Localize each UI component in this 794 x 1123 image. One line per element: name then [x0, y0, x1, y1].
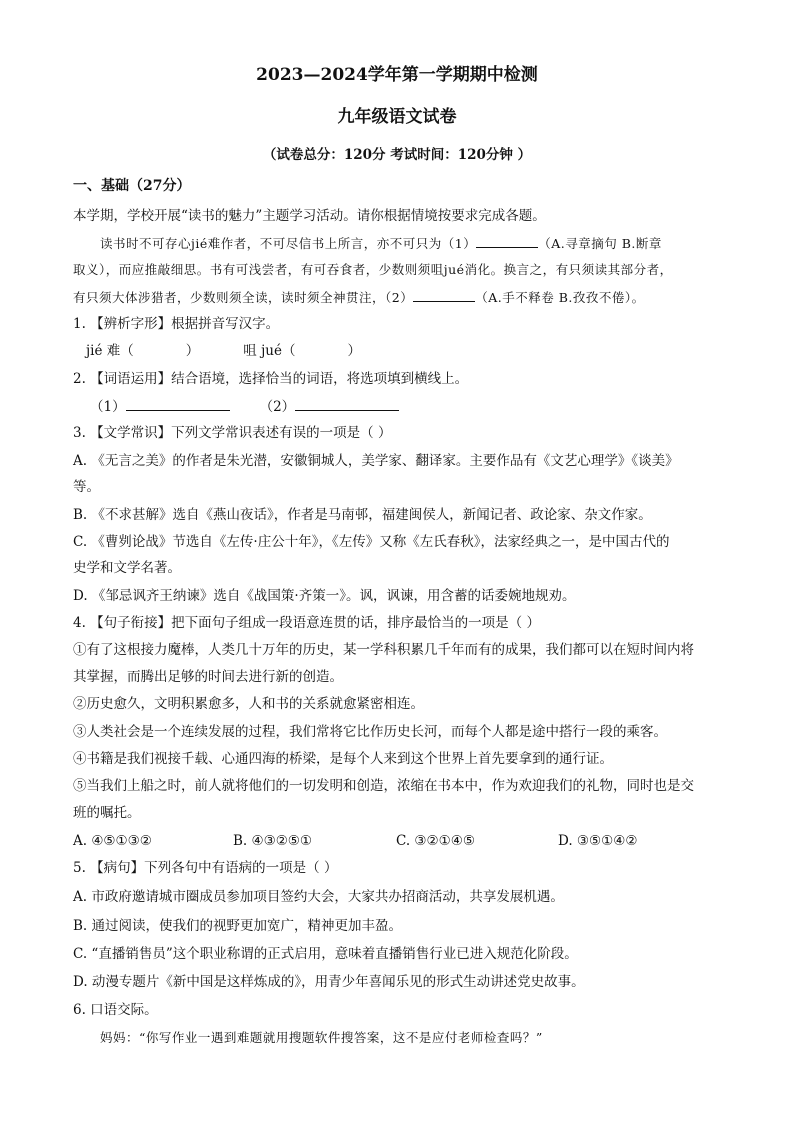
q4-option-d: D. ③⑤①④②: [558, 833, 638, 849]
passage-line-2: 取义），而应推敲细思。书有可浅尝者，有可吞食者，少数则须咀jué消化。换言之，有只须读其部分者，: [73, 262, 673, 277]
exam-title: 2023—2024学年第一学期期中检测: [256, 65, 538, 85]
q3-option-c-cont: 史学和文学名著。: [73, 560, 181, 576]
q1-answer-1-label: jié 难（: [86, 343, 134, 359]
q5-option-d: D. 动漫专题片《新中国是这样炼成的》，用青少年喜闻乐见的形式生动讲述党史故事。: [73, 974, 585, 990]
exam-info: （试卷总分：120分 考试时间：120分钟 ）: [262, 147, 532, 163]
q6-stem: 6. 口语交际。: [73, 1002, 158, 1018]
q2-blank-2[interactable]: [295, 396, 399, 411]
q4-option-b: B. ④③②⑤①: [233, 833, 313, 849]
q5-stem: 5. 【病句】下列各句中有语病的一项是（ ）: [73, 860, 338, 876]
q2-stem: 2. 【词语运用】结合语境，选择恰当的词语，将选项填到横线上。: [73, 371, 469, 387]
q1-answer-2-close: ）: [347, 343, 361, 359]
q5-option-a: A. 市政府邀请城市圈成员参加项目签约大会，大家共办招商活动，共享发展机遇。: [73, 889, 564, 905]
q4-stem: 4. 【句子衔接】把下面句子组成一段语意连贯的话，排序最恰当的一项是（ ）: [73, 615, 540, 631]
passage-line-1: [100, 233, 662, 254]
q4-sentence-1-cont: 其掌握，而腾出足够的时间去进行新的创造。: [73, 669, 343, 685]
q3-option-c: C. 《曹刿论战》节选自《左传·庄公十年》，《左传》又称《左氏春秋》，法家经典之一，是中国古代的: [73, 534, 670, 550]
passage-line-3: [73, 287, 645, 308]
exam-subtitle: 九年级语文试卷: [337, 107, 457, 127]
q2-blanks: [90, 396, 399, 417]
q3-option-a-cont: 等。: [73, 479, 100, 495]
q4-option-c: C. ③②①④⑤: [396, 833, 475, 849]
q1-answer-2-label: 咀 jué（: [243, 343, 296, 359]
q3-option-d: D. 《邹忌讽齐王纳谏》选自《战国策·齐策一》。讽，讽谏，用含蓄的话委婉地规劝。: [73, 588, 576, 604]
passage-line-1-options: （A.寻章摘句 B.断章: [538, 236, 662, 251]
blank-2[interactable]: [413, 287, 475, 302]
q4-sentence-2: ②历史愈久，文明积累愈多，人和书的关系就愈紧密相连。: [73, 696, 424, 712]
q3-stem: 3. 【文学常识】下列文学常识表述有误的一项是（ ）: [73, 425, 392, 441]
section-heading: 一、基础（27分）: [73, 178, 191, 194]
q4-sentence-1: ①有了这根接力魔棒，人类几十万年的历史，某一学科积累几千年而有的成果，我们都可以在短时间内将: [73, 642, 694, 658]
q4-option-a: A. ④⑤①③②: [73, 833, 152, 849]
q1-answers: [86, 341, 361, 361]
q4-sentence-5-cont: 班的嘱托。: [73, 805, 141, 821]
q5-option-b: B. 通过阅读，使我们的视野更加宽广，精神更加丰盈。: [73, 918, 403, 934]
q5-option-c: C. “直播销售员”这个职业称谓的正式启用，意味着直播销售行业已进入规范化阶段。: [73, 946, 578, 962]
q4-sentence-4: ④书籍是我们视接千载、心通四海的桥梁，是每个人来到这个世界上首先要拿到的通行证。: [73, 751, 613, 767]
q6-mom-line: 妈妈：“你写作业一遇到难题就用搜题软件搜答案，这不是应付老师检查吗？”: [100, 1030, 543, 1045]
passage-line-1-text: 读书时不可存心jié难作者，不可尽信书上所言，亦不可只为（1）: [100, 236, 477, 251]
intro-text: 本学期，学校开展“读书的魅力”主题学习活动。请你根据情境按要求完成各题。: [73, 208, 546, 224]
blank-1[interactable]: [476, 233, 538, 248]
q2-blank-2-label: （2）: [259, 399, 296, 415]
passage-line-3-text: 有只须大体涉猎者，少数则须全读，读时须全神贯注，（2）: [73, 290, 414, 305]
q2-blank-1-label: （1）: [90, 399, 126, 415]
q4-sentence-5: ⑤当我们上船之时，前人就将他们的一切发明和创造，浓缩在书本中，作为欢迎我们的礼物，同时也是交: [73, 778, 694, 794]
q1-answer-1-close: ）: [185, 343, 200, 359]
q1-stem: 1. 【辨析字形】根据拼音写汉字。: [73, 316, 280, 332]
passage-line-3-options: （A.手不释卷 B.孜孜不倦）。: [475, 290, 645, 305]
q2-blank-1[interactable]: [126, 396, 230, 411]
q3-option-a: A. 《无言之美》的作者是朱光潜，安徽铜城人，美学家、翻译家。主要作品有《文艺心理学》《谈美》: [73, 453, 679, 469]
q4-sentence-3: ③人类社会是一个连续发展的过程，我们常将它比作历史长河，而每个人都是途中搭行一段的乘客。: [73, 724, 667, 740]
q3-option-b: B. 《不求甚解》选自《燕山夜话》，作者是马南邨，福建闽侯人，新闻记者、政论家、杂文作家。: [73, 507, 652, 523]
